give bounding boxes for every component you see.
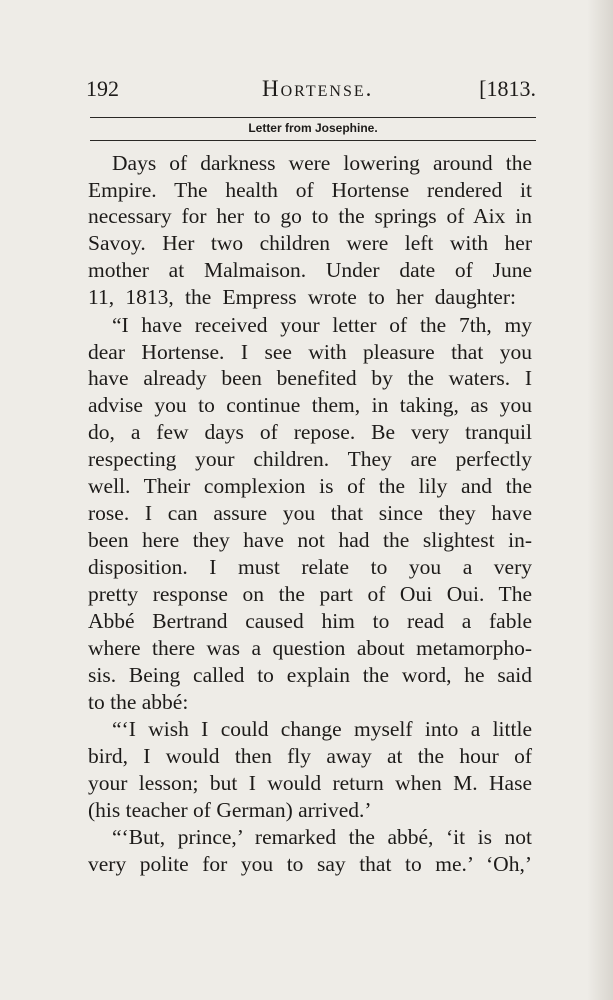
text-line: 11, 1813, the Empress wrote to her daughter: [88,285,516,309]
running-title: Hortense. [262,76,374,101]
text-line: “‘I wish I could change myself into a little [112,717,532,741]
page-edge-shadow [587,0,613,1000]
text-line: mother at Malmaison. Under date of June [88,258,532,282]
section-subheading: Letter from Josephine. [248,121,378,135]
header-rule-top [90,117,536,118]
text-line: respecting your children. They are perfectly [88,447,532,471]
text-line: your lesson; but I would return when M. Hase [88,771,532,795]
header-rule-bottom [90,140,536,141]
page-number: 192 [86,76,119,101]
text-line: do, a few days of repose. Be very tranquil [88,420,532,444]
text-line: been here they have not had the slightest in- [88,528,532,552]
text-line: rose. I can assure you that since they have [88,501,532,525]
text-line: disposition. I must relate to you a very [88,555,532,579]
text-line: “‘But, prince,’ remarked the abbé, ‘it is not [112,825,532,849]
text-line: to the abbé: [88,690,189,714]
text-line: sis. Being called to explain the word, he said [88,663,532,687]
text-line: where there was a question about metamorpho- [88,636,532,660]
text-line: pretty response on the part of Oui Oui. The [88,582,532,606]
text-line: Days of darkness were lowering around the [112,151,532,175]
text-line: very polite for you to say that to me.’ ‘Oh,’ [88,852,532,876]
text-line: bird, I would then fly away at the hour of [88,744,532,768]
running-year: [1813. [479,76,536,101]
text-line: dear Hortense. I see with pleasure that you [88,340,532,364]
text-line: have already been benefited by the waters. I [88,366,532,390]
text-line: necessary for her to go to the springs of Aix in [88,204,532,228]
text-line: advise you to continue them, in taking, as you [88,393,532,417]
text-line: Savoy. Her two children were left with her [88,231,532,255]
text-line: (his teacher of German) arrived.’ [88,798,372,822]
text-line: well. Their complexion is of the lily and the [88,474,532,498]
text-line: Abbé Bertrand caused him to read a fable [88,609,532,633]
running-header [86,76,536,110]
text-line: Empire. The health of Hortense rendered it [88,178,532,202]
text-line: “I have received your letter of the 7th, my [112,313,532,337]
